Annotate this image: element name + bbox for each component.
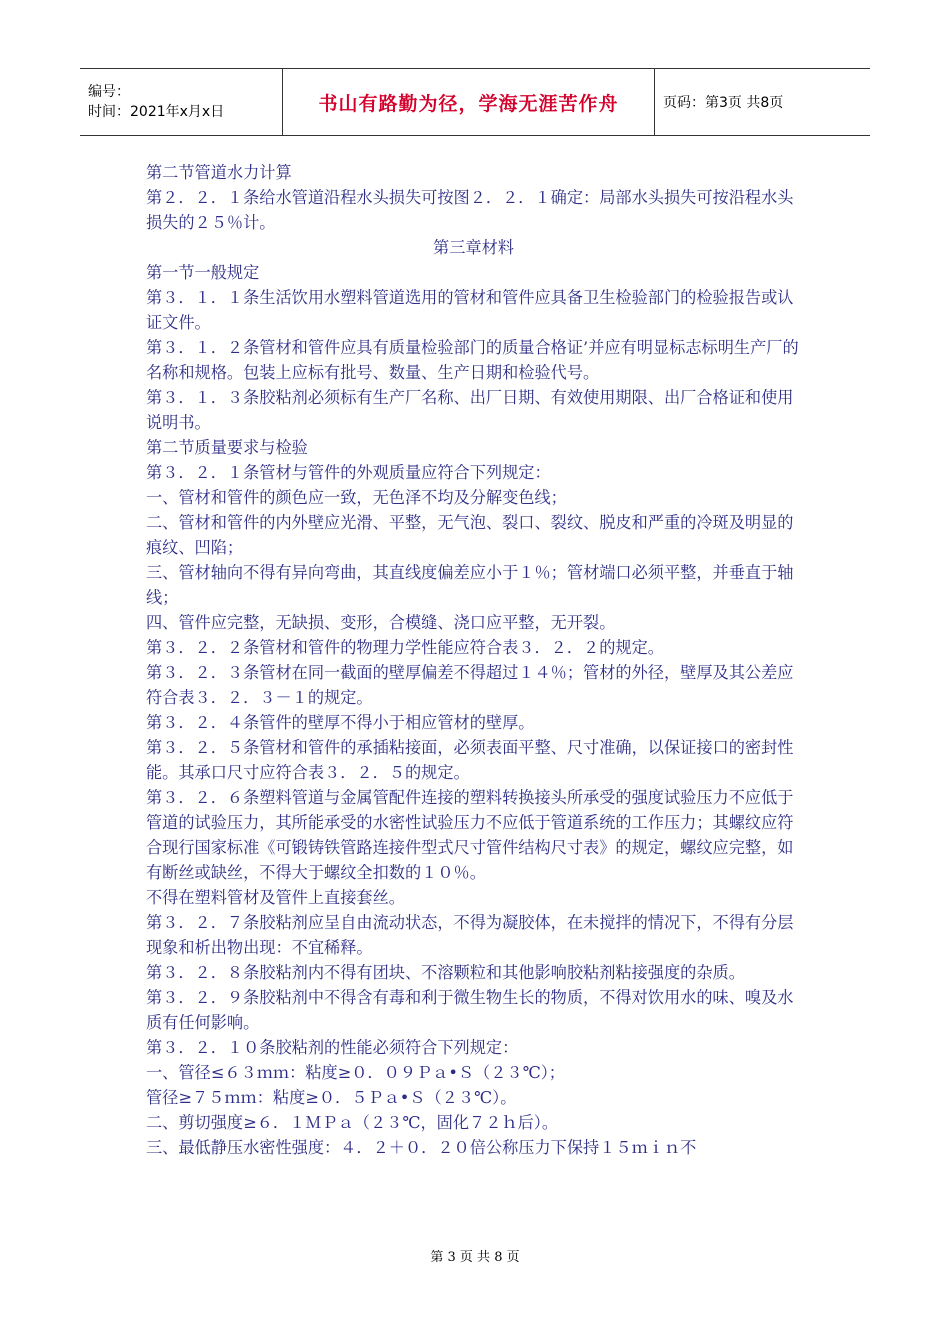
- body-paragraph: 第３．２．８条胶粘剂内不得有团块、不溶颗粒和其他影响胶粘剂粘接强度的杂质。: [146, 963, 745, 982]
- body-paragraph: 三、管材轴向不得有异向弯曲，其直线度偏差应小于１％；管材端口必须平整，并垂直于轴线；: [146, 563, 794, 607]
- document-number: 编号：: [88, 84, 130, 100]
- header-page-info: 页码：第3页 共8页: [663, 95, 784, 111]
- body-paragraph: 第３．２．７条胶粘剂应呈自由流动状态，不得为凝胶体，在未搅拌的情况下，不得有分层现象和析出物出现：不宜稀释。: [146, 913, 794, 957]
- body-paragraph: 第３．２．３条管材在同一截面的壁厚偏差不得超过１４％；管材的外径，壁厚及其公差应符合表３．２．３－１的规定。: [146, 663, 794, 707]
- body-paragraph: 四、管件应完整，无缺损、变形，合模缝、浇口应平整，无开裂。: [146, 613, 616, 632]
- body-paragraph: 第二节管道水力计算: [146, 163, 292, 182]
- page-footer: 第 3 页 共 8 页: [430, 1250, 520, 1265]
- body-paragraph: 二、管材和管件的内外壁应光滑、平整，无气泡、裂口、裂纹、脱皮和严重的冷斑及明显的痕纹、凹陷；: [146, 513, 794, 557]
- body-paragraph: 第３．２．９条胶粘剂中不得含有毒和利于微生物生长的物质，不得对饮用水的味、嗅及水质有任何影响。: [146, 988, 794, 1032]
- body-paragraph: 第３．２．２条管材和管件的物理力学性能应符合表３．２．２的规定。: [146, 638, 664, 657]
- body-paragraph: 第３．２．５条管材和管件的承插粘接面，必须表面平整、尺寸准确，以保证接口的密封性能。其承口尺寸应符合表３．２．５的规定。: [146, 738, 794, 782]
- body-paragraph: 第二节质量要求与检验: [146, 438, 308, 457]
- document-body: [146, 160, 801, 1160]
- body-paragraph: 一、管材和管件的颜色应一致，无色泽不均及分解变色线；: [146, 488, 567, 507]
- body-paragraph: 第３．２．６条塑料管道与金属管配件连接的塑料转换接头所承受的强度试验压力不应低于管道的试验压力，其所能承受的水密性试验压力不应低于管道系统的工作压力；其螺纹应符合现行国家标准《可锻铸铁管路连接件型式尺寸管件结构尺寸表》的规定，螺纹应完整，如有断丝或缺丝，不得大于螺纹全扣数的１０％。: [146, 788, 794, 882]
- body-paragraph: 三、最低静压水密性强度：４．２＋０．２０倍公称压力下保持１５ｍｉｎ不: [146, 1138, 697, 1157]
- body-paragraph: 第３．１．２条管材和管件应具有质量检验部门的质量合格证’并应有明显标志标明生产厂的名称和规格。包装上应标有批号、数量、生产日期和检验代号。: [146, 338, 799, 382]
- header-page-info-cell: [655, 69, 870, 135]
- header-motto-cell: [283, 69, 655, 135]
- chapter-heading: 第三章材料: [433, 238, 514, 257]
- body-paragraph: 第３．２．１条管材与管件的外观质量应符合下列规定：: [146, 463, 551, 482]
- body-paragraph: 第３．１．３条胶粘剂必须标有生产厂名称、出厂日期、有效使用期限、出厂合格证和使用说明书。: [146, 388, 794, 432]
- body-paragraph: 第３．１．１条生活饮用水塑料管道选用的管材和管件应具备卫生检验部门的检验报告或认证文件。: [146, 288, 794, 332]
- body-paragraph: 第一节一般规定: [146, 263, 260, 282]
- body-paragraph: 管径≥７５ｍｍ：粘度≥０．５Ｐａ•Ｓ（２３℃）。: [146, 1088, 517, 1107]
- body-paragraph: 第３．２．４条管件的壁厚不得小于相应管材的壁厚。: [146, 713, 535, 732]
- document-time: 时间：2021年x月x日: [88, 104, 225, 120]
- body-paragraph: 不得在塑料管材及管件上直接套丝。: [146, 888, 405, 907]
- header-motto: 书山有路勤为径，学海无涯苦作舟: [318, 92, 619, 115]
- page-header: [80, 68, 870, 136]
- header-meta: [80, 69, 283, 135]
- body-paragraph: 一、管径≤６３ｍｍ：粘度≥０．０９Ｐａ•Ｓ（２３℃）；: [146, 1063, 565, 1082]
- body-paragraph: 第３．２．１０条胶粘剂的性能必须符合下列规定：: [146, 1038, 519, 1057]
- body-paragraph: 二、剪切强度≥６．１ＭＰａ（２３℃，固化７２ｈ后）。: [146, 1113, 559, 1132]
- body-paragraph: 第２．２．１条给水管道沿程水头损失可按图２．２．１确定：局部水头损失可按沿程水头损失的２５％计。: [146, 188, 794, 232]
